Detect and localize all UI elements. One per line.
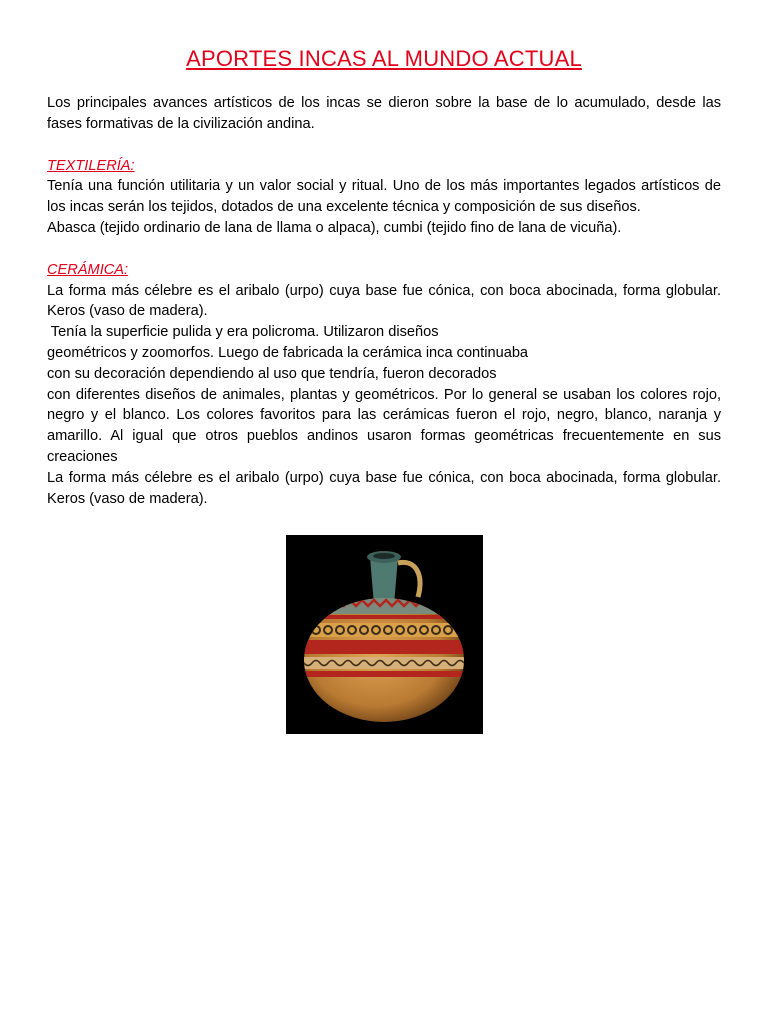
textileria-heading: TEXTILERÍA: (47, 157, 135, 174)
document-body (47, 93, 721, 509)
intro-paragraph: Los principales avances artísticos de los incas se dieron sobre la base de lo acumulado, desde las fases formativas de la civilización andina. (47, 95, 721, 132)
inca-vase-image (286, 535, 483, 734)
vase-illustration (286, 535, 483, 734)
ceramica-line-3: con su decoración dependiendo al uso que tendría, fueron decorados (47, 365, 497, 382)
ceramica-line-1: Tenía la superficie pulida y era policroma. Utilizaron diseños (47, 324, 439, 341)
ceramica-line-2: geométricos y zoomorfos. Luego de fabricada la cerámica inca continuaba (47, 344, 529, 361)
spacer (47, 239, 721, 260)
textileria-paragraph-1: Tenía una función utilitaria y un valor social y ritual. Uno de los más importantes legados artísticos de los incas serán los tejidos, dotados de una excelente técnica y composición de sus diseños. (47, 178, 721, 216)
page-title: APORTES INCAS AL MUNDO ACTUAL (186, 46, 582, 71)
ceramica-paragraph-2: con diferentes diseños de animales, plantas y geométricos. Por lo general se usaban los colores rojo, negro y el blanco. Los colores favoritos para las cerámicas fueron el rojo, negro, blanco, naranja y amarillo. Al igual que otros pueblos andinos usaron formas geométricas frecuentemente en sus creaciones (47, 386, 721, 465)
ceramica-paragraph-3: La forma más célebre es el aribalo (urpo) cuya base fue cónica, con boca abocinada, forma globular. Keros (vaso de madera). (47, 469, 721, 507)
textileria-paragraph-2: Abasca (tejido ordinario de lana de llama o alpaca), cumbi (tejido fino de lana de vicuña). (47, 219, 622, 236)
spacer (47, 135, 721, 156)
ceramica-heading: CERÁMICA: (47, 261, 129, 278)
ceramica-paragraph-1: La forma más célebre es el aribalo (urpo) cuya base fue cónica, con boca abocinada, forma globular. Keros (vaso de madera). (47, 282, 721, 320)
